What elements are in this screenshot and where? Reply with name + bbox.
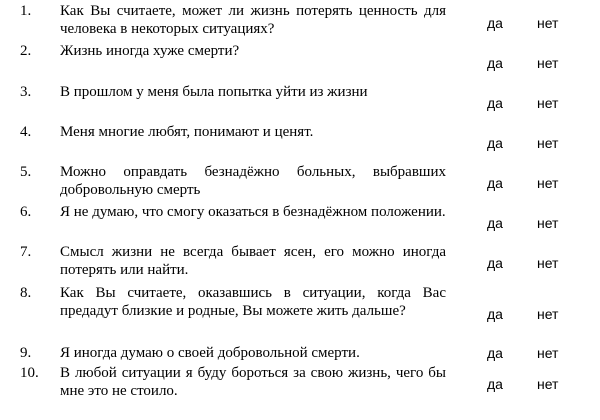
answer-no[interactable]: нет <box>537 135 559 151</box>
question-number: 1. <box>20 3 32 19</box>
question-number: 7. <box>20 244 32 260</box>
answer-no[interactable]: нет <box>537 345 559 361</box>
answer-no[interactable]: нет <box>537 55 559 71</box>
question-text: Я иногда думаю о своей добровольной смерти. <box>60 345 360 361</box>
question-text: Я не думаю, что смогу оказаться в безнадёжном положении. <box>60 204 446 220</box>
answer-yes[interactable]: да <box>487 376 503 392</box>
answer-no[interactable]: нет <box>537 376 559 392</box>
answer-no[interactable]: нет <box>537 15 559 31</box>
answer-yes[interactable]: да <box>487 255 503 271</box>
question-number: 10. <box>20 365 39 381</box>
question-text: Как Вы считаете, оказавшись в ситуации, когда Вас предадут близкие и родные, Вы можете жить дальше? <box>60 285 446 319</box>
answer-no[interactable]: нет <box>537 306 559 322</box>
question-number: 4. <box>20 124 32 140</box>
answer-yes[interactable]: да <box>487 135 503 151</box>
answer-yes[interactable]: да <box>487 306 503 322</box>
question-number: 3. <box>20 84 32 100</box>
question-number: 6. <box>20 204 32 220</box>
question-text: Смысл жизни не всегда бывает ясен, его можно иногда потерять или найти. <box>60 244 446 278</box>
answer-yes[interactable]: да <box>487 95 503 111</box>
answer-no[interactable]: нет <box>537 95 559 111</box>
answer-no[interactable]: нет <box>537 215 559 231</box>
question-text: В любой ситуации я буду бороться за свою жизнь, чего бы мне это не стоило. <box>60 365 446 399</box>
question-text: Можно оправдать безнадёжно больных, выбравших добровольную смерть <box>60 164 446 198</box>
question-number: 9. <box>20 345 32 361</box>
answer-yes[interactable]: да <box>487 175 503 191</box>
question-number: 2. <box>20 43 32 59</box>
answer-yes[interactable]: да <box>487 345 503 361</box>
answer-yes[interactable]: да <box>487 55 503 71</box>
question-number: 5. <box>20 164 32 180</box>
answer-no[interactable]: нет <box>537 255 559 271</box>
answer-no[interactable]: нет <box>537 175 559 191</box>
question-text: Меня многие любят, понимают и ценят. <box>60 124 314 140</box>
question-number: 8. <box>20 285 32 301</box>
question-text: В прошлом у меня была попытка уйти из жизни <box>60 84 368 100</box>
question-text: Как Вы считаете, может ли жизнь потерять ценность для человека в некоторых ситуациях? <box>60 3 446 37</box>
question-text: Жизнь иногда хуже смерти? <box>60 43 240 59</box>
answer-yes[interactable]: да <box>487 215 503 231</box>
answer-yes[interactable]: да <box>487 15 503 31</box>
